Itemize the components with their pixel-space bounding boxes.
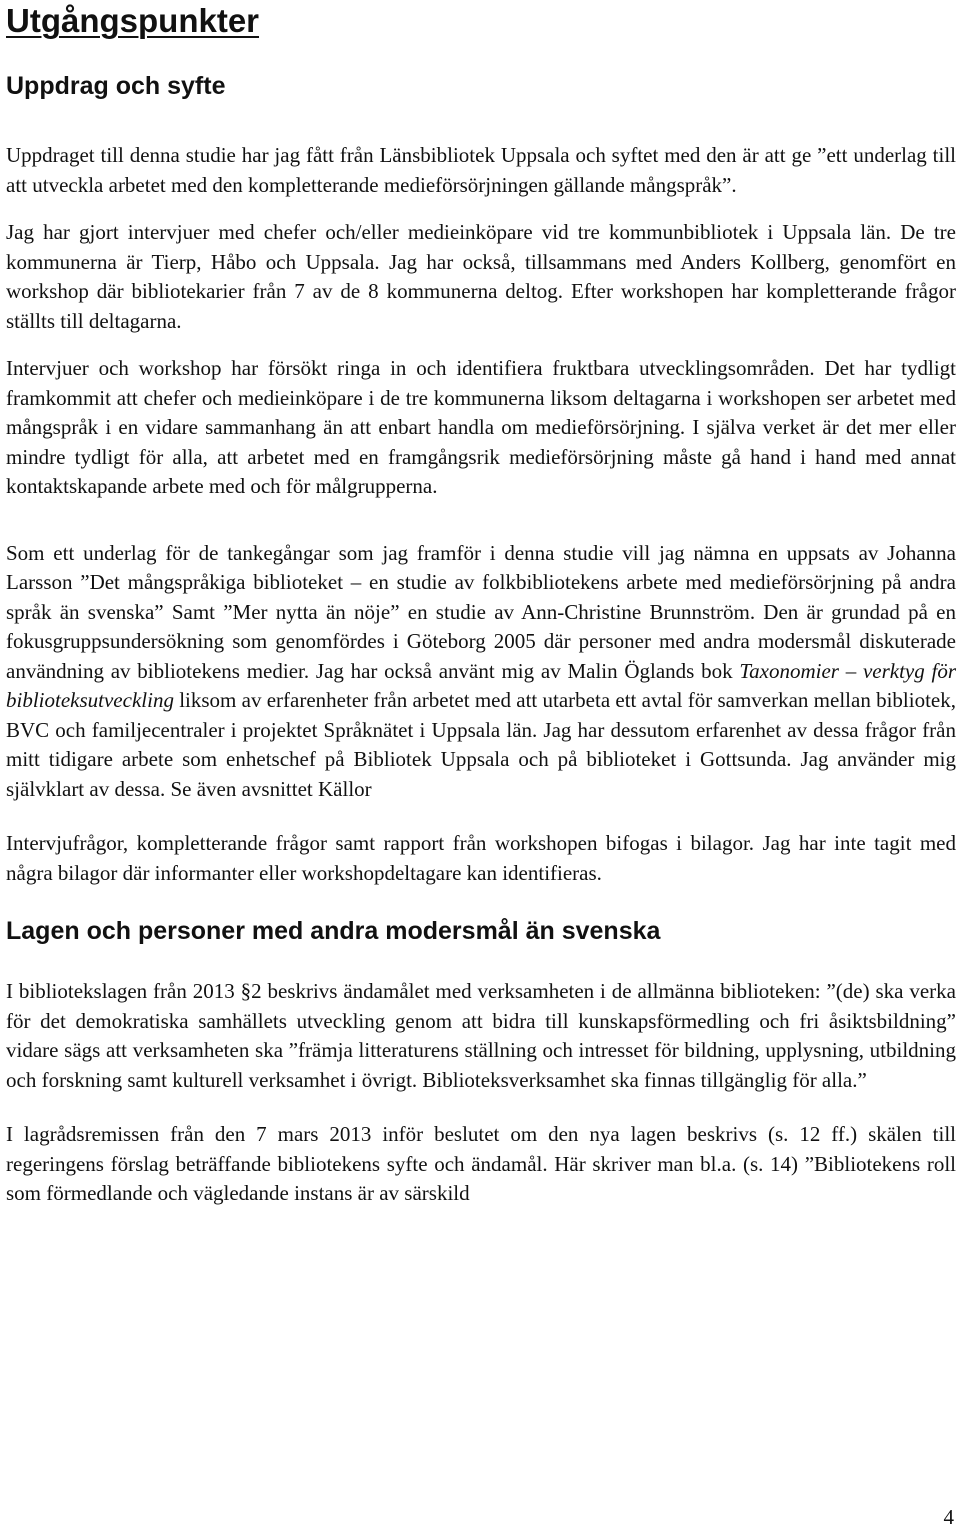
paragraph-with-italic	[6, 539, 956, 805]
section-heading-uppdrag: Uppdrag och syfte	[6, 72, 226, 100]
paragraph: I bibliotekslagen från 2013 §2 beskrivs ändamålet med verksamheten i de allmänna biblioteken: ”(de) ska verka för det demokratiska samhällets utveckling genom att bidra till kunskapsförmedling och fri åsiktsbildning” vidare sägs att verksamheten ska ”främja litteraturens ställning och intresset för bildning, upplysning, utbildning och forskning samt kulturell verksamhet i övrigt. Biblioteksverksamhet ska finnas tillgänglig för alla.”	[6, 979, 956, 1092]
paragraph-text: liksom av erfarenheter från arbetet med att utarbeta ett avtal för samverkan mellan bibliotek, BVC och familjecentraler i projektet Språknätet i Uppsala län. Jag har dessutom erfarenhet av dessa frågor från mitt tidigare arbete som enhetschef på Bibliotek Uppsala och på biblioteket i Gottsunda. Jag använder mig självklart av dessa. Se även avsnittet Källor	[6, 688, 956, 801]
paragraph-text: Som ett underlag för de tankegångar som jag framför i denna studie vill jag nämna en uppsats av Johanna Larsson ”Det mångspråkiga biblioteket – en studie av folkbibliotekens arbete med medieförsörjning på andra språk än svenska” Samt ”Mer nytta än nöje” en studie av Ann-Christine Brunnström. Den är grundad på en fokusgruppsundersökning som genomfördes i Göteborg 2005 där personer med andra modersmål diskuterade användning av bibliotekens medier. Jag har också använt mig av Malin Öglands bok	[6, 540, 956, 683]
book-title: Taxonomier – verktyg för biblioteksutveckling	[6, 658, 956, 712]
page-title: Utgångspunkter	[6, 2, 260, 39]
page-number: 4	[943, 1505, 954, 1529]
paragraph: Uppdraget till denna studie har jag fått från Länsbibliotek Uppsala och syftet med den är att ge ”ett underlag till att utveckla arbetet med den kompletterande medieförsörjningen gällande mångspråk”.	[6, 143, 956, 197]
paragraph: I lagrådsremissen från den 7 mars 2013 inför beslutet om den nya lagen beskrivs (s. 12 ff.) skälen till regeringens förslag beträffande bibliotekens syfte och ändamål. Här skriver man bl.a. (s. 14) ”Bibliotekens roll som förmedlande och vägledande instans är av särskild	[6, 1122, 956, 1205]
paragraph: Jag har gjort intervjuer med chefer och/eller medieinköpare vid tre kommunbibliotek i Uppsala län. De tre kommunerna är Tierp, Håbo och Uppsala. Jag har också, tillsammans med Anders Kollberg, genomfört en workshop där bibliotekarier från 7 av de 8 kommunerna deltog. Efter workshopen har kompletterande frågor ställts till deltagarna.	[6, 220, 956, 333]
paragraph: Intervjufrågor, kompletterande frågor samt rapport från workshopen bifogas i bilagor. Jag har inte tagit med några bilagor där informanter eller workshopdeltagare kan identifieras.	[6, 831, 956, 885]
paragraph: Intervjuer och workshop har försökt ringa in och identifiera fruktbara utvecklingsområden. Det har tydligt framkommit att chefer och medieinköpare i de tre kommunerna liksom deltagarna i workshopen ser arbetet med mångspråk i en vidare sammanhang än att enbart handla om medieförsörjning. I själva verket är det mer eller mindre tydligt för alla, att arbetet med en framgångsrik medieförsörjning måste gå hand i hand med annat kontaktskapande arbete med och för målgrupperna.	[6, 356, 956, 498]
document-page	[6, 0, 956, 1209]
section-heading-lagen: Lagen och personer med andra modersmål än svenska	[6, 917, 661, 945]
